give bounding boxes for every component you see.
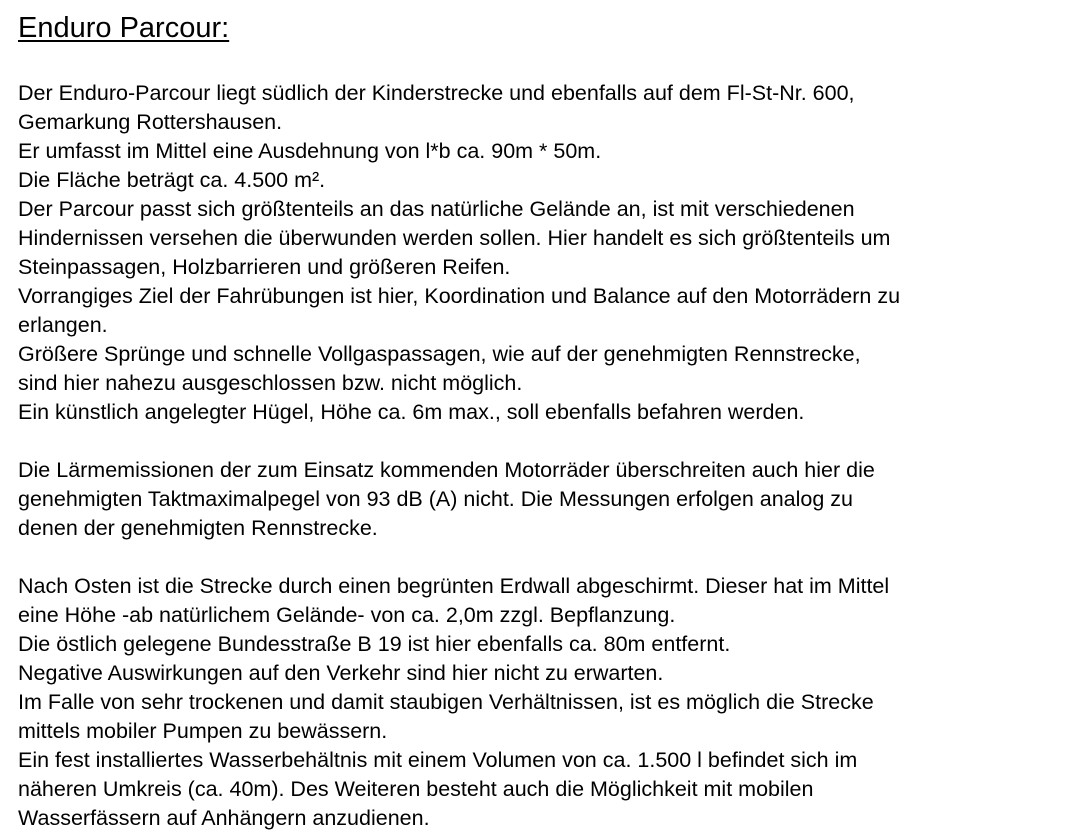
text-line: Steinpassagen, Holzbarrieren und größeren Reifen. xyxy=(18,255,511,279)
paragraph-1 xyxy=(18,79,1068,427)
text-line: Negative Auswirkungen auf den Verkehr sind hier nicht zu erwarten. xyxy=(18,661,664,685)
paragraph-spacer xyxy=(18,543,1068,572)
text-line: Die Lärmemissionen der zum Einsatz kommenden Motorräder überschreiten auch hier die xyxy=(18,458,875,482)
text-line: Gemarkung Rottershausen. xyxy=(18,110,283,134)
document-title: Enduro Parcour: xyxy=(18,12,230,44)
text-line: Vorrangiges Ziel der Fahrübungen ist hier, Koordination und Balance auf den Motorrädern zu xyxy=(18,284,901,308)
text-line: denen der genehmigten Rennstrecke. xyxy=(18,516,378,540)
text-line: eine Höhe -ab natürlichem Gelände- von ca. 2,0m zzgl. Bepflanzung. xyxy=(18,603,676,627)
paragraph-2 xyxy=(18,456,1068,543)
text-line: sind hier nahezu ausgeschlossen bzw. nicht möglich. xyxy=(18,371,523,395)
text-line: genehmigten Taktmaximalpegel von 93 dB (A) nicht. Die Messungen erfolgen analog zu xyxy=(18,487,854,511)
text-line: Er umfasst im Mittel eine Ausdehnung von l*b ca. 90m * 50m. xyxy=(18,139,602,163)
document-body xyxy=(18,79,1068,833)
text-line: Wasserfässern auf Anhängern anzudienen. xyxy=(18,806,430,830)
text-line: Der Enduro-Parcour liegt südlich der Kinderstrecke und ebenfalls auf dem Fl-St-Nr. 600, xyxy=(18,81,855,105)
paragraph-3 xyxy=(18,572,1068,833)
text-line: Hindernissen versehen die überwunden werden sollen. Hier handelt es sich größtenteils um xyxy=(18,226,891,250)
text-line: näheren Umkreis (ca. 40m). Des Weiteren besteht auch die Möglichkeit mit mobilen xyxy=(18,777,814,801)
text-line: Im Falle von sehr trockenen und damit staubigen Verhältnissen, ist es möglich die Strecke xyxy=(18,690,874,714)
text-line: erlangen. xyxy=(18,313,108,337)
text-line: Die Fläche beträgt ca. 4.500 m². xyxy=(18,168,326,192)
text-line: Größere Sprünge und schnelle Vollgaspassagen, wie auf der genehmigten Rennstrecke, xyxy=(18,342,861,366)
text-line: Ein fest installiertes Wasserbehältnis mit einem Volumen von ca. 1.500 l befindet sich im xyxy=(18,748,858,772)
text-line: Der Parcour passt sich größtenteils an das natürliche Gelände an, ist mit verschiedenen xyxy=(18,197,855,221)
text-line: mittels mobiler Pumpen zu bewässern. xyxy=(18,719,388,743)
text-line: Ein künstlich angelegter Hügel, Höhe ca. 6m max., soll ebenfalls befahren werden. xyxy=(18,400,805,424)
text-line: Die östlich gelegene Bundesstraße B 19 ist hier ebenfalls ca. 80m entfernt. xyxy=(18,632,731,656)
paragraph-spacer xyxy=(18,427,1068,456)
text-line: Nach Osten ist die Strecke durch einen begrünten Erdwall abgeschirmt. Dieser hat im Mittel xyxy=(18,574,890,598)
